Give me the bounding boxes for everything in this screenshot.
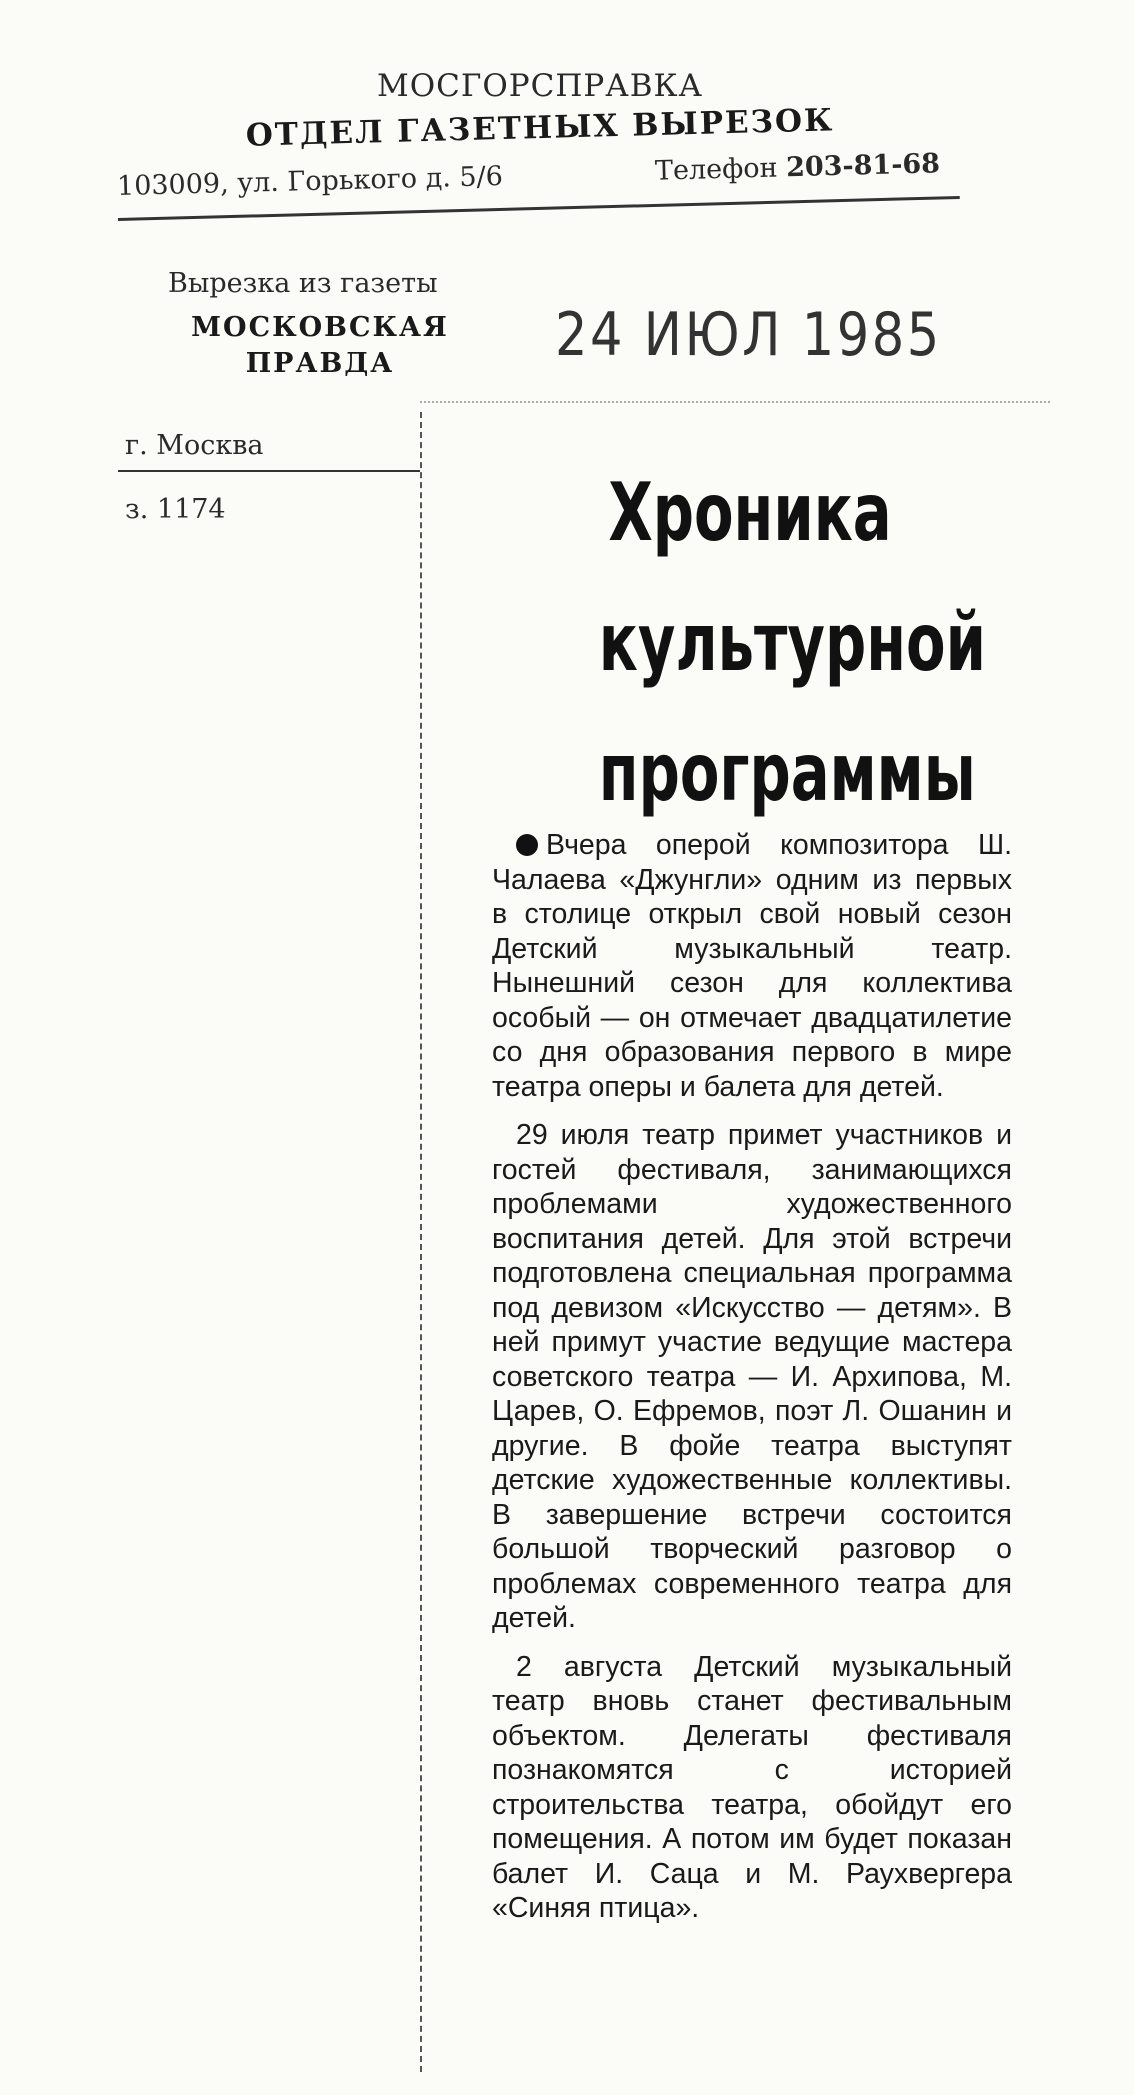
newspaper-name-line2: ПРАВДА: [245, 348, 395, 379]
margin-line: [420, 412, 423, 2072]
department-name: ОТДЕЛ ГАЗЕТНЫХ ВЫРЕЗОК: [245, 102, 835, 154]
header-rule: [118, 196, 960, 221]
date-stamp: 24 ИЮЛ 1985: [555, 300, 942, 370]
city-label: г. Москва: [125, 430, 264, 461]
newspaper-name-line1: МОСКОВСКАЯ: [191, 312, 449, 343]
bullet-dot-icon: [516, 834, 538, 856]
article-paragraph: 2 августа Детский музыкальный театр вновь станет фестивальным объектом. Делегаты фестиваля познакомятся с историей строительства театра, обойдут его помещения. А потом им будет показан балет И. Саца и М. Раухвергера «Синяя птица».: [492, 1650, 1012, 1924]
article-paragraph: 29 июля театр примет участников и гостей фестиваля, занимающихся проблемами художественного воспитания детей. Для этой встречи подготовлена специальная программа под девизом «Искусство — детям». В ней примут участие ведущие мастера советского театра — И. Архипова, М. Царев, О. Ефремов, поэт Л. Ошанин и другие. В фойе театра выступят детские художественные коллективы. В завершение встречи состоится большой творческий разговор о проблемах современного театра для детей.: [492, 1119, 1012, 1634]
headline-line3: программы: [598, 726, 976, 819]
phone-number: 203-81-68: [785, 148, 941, 184]
headline-line2: культурной: [598, 596, 986, 689]
agency-phone: [655, 148, 941, 186]
phone-label: Телефон: [654, 152, 778, 187]
order-number: з. 1174: [125, 494, 226, 525]
headline-line1: Хроника: [608, 466, 892, 559]
article-paragraph: [492, 828, 1012, 1104]
article-headline: [598, 448, 986, 838]
paragraph-text: Вчера оперой композитора Ш. Чалаева «Джунгли» одним из первых в столице открыл свой новый сезон Детский музыкальный театр. Нынешний сезон для коллектива особый — он отмечает двадцатилетие со дня образования первого в мире театра оперы и балета для детей.: [492, 829, 1012, 1103]
newspaper-name: [160, 310, 480, 382]
article-body: [492, 828, 1012, 1940]
clipping-label: Вырезка из газеты: [168, 268, 438, 299]
agency-address: 103009, ул. Горького д. 5/6: [116, 160, 504, 203]
agency-name: МОСГОРСПРАВКА: [376, 68, 703, 104]
city-rule: [118, 470, 420, 472]
dotted-rule: [420, 401, 1050, 403]
